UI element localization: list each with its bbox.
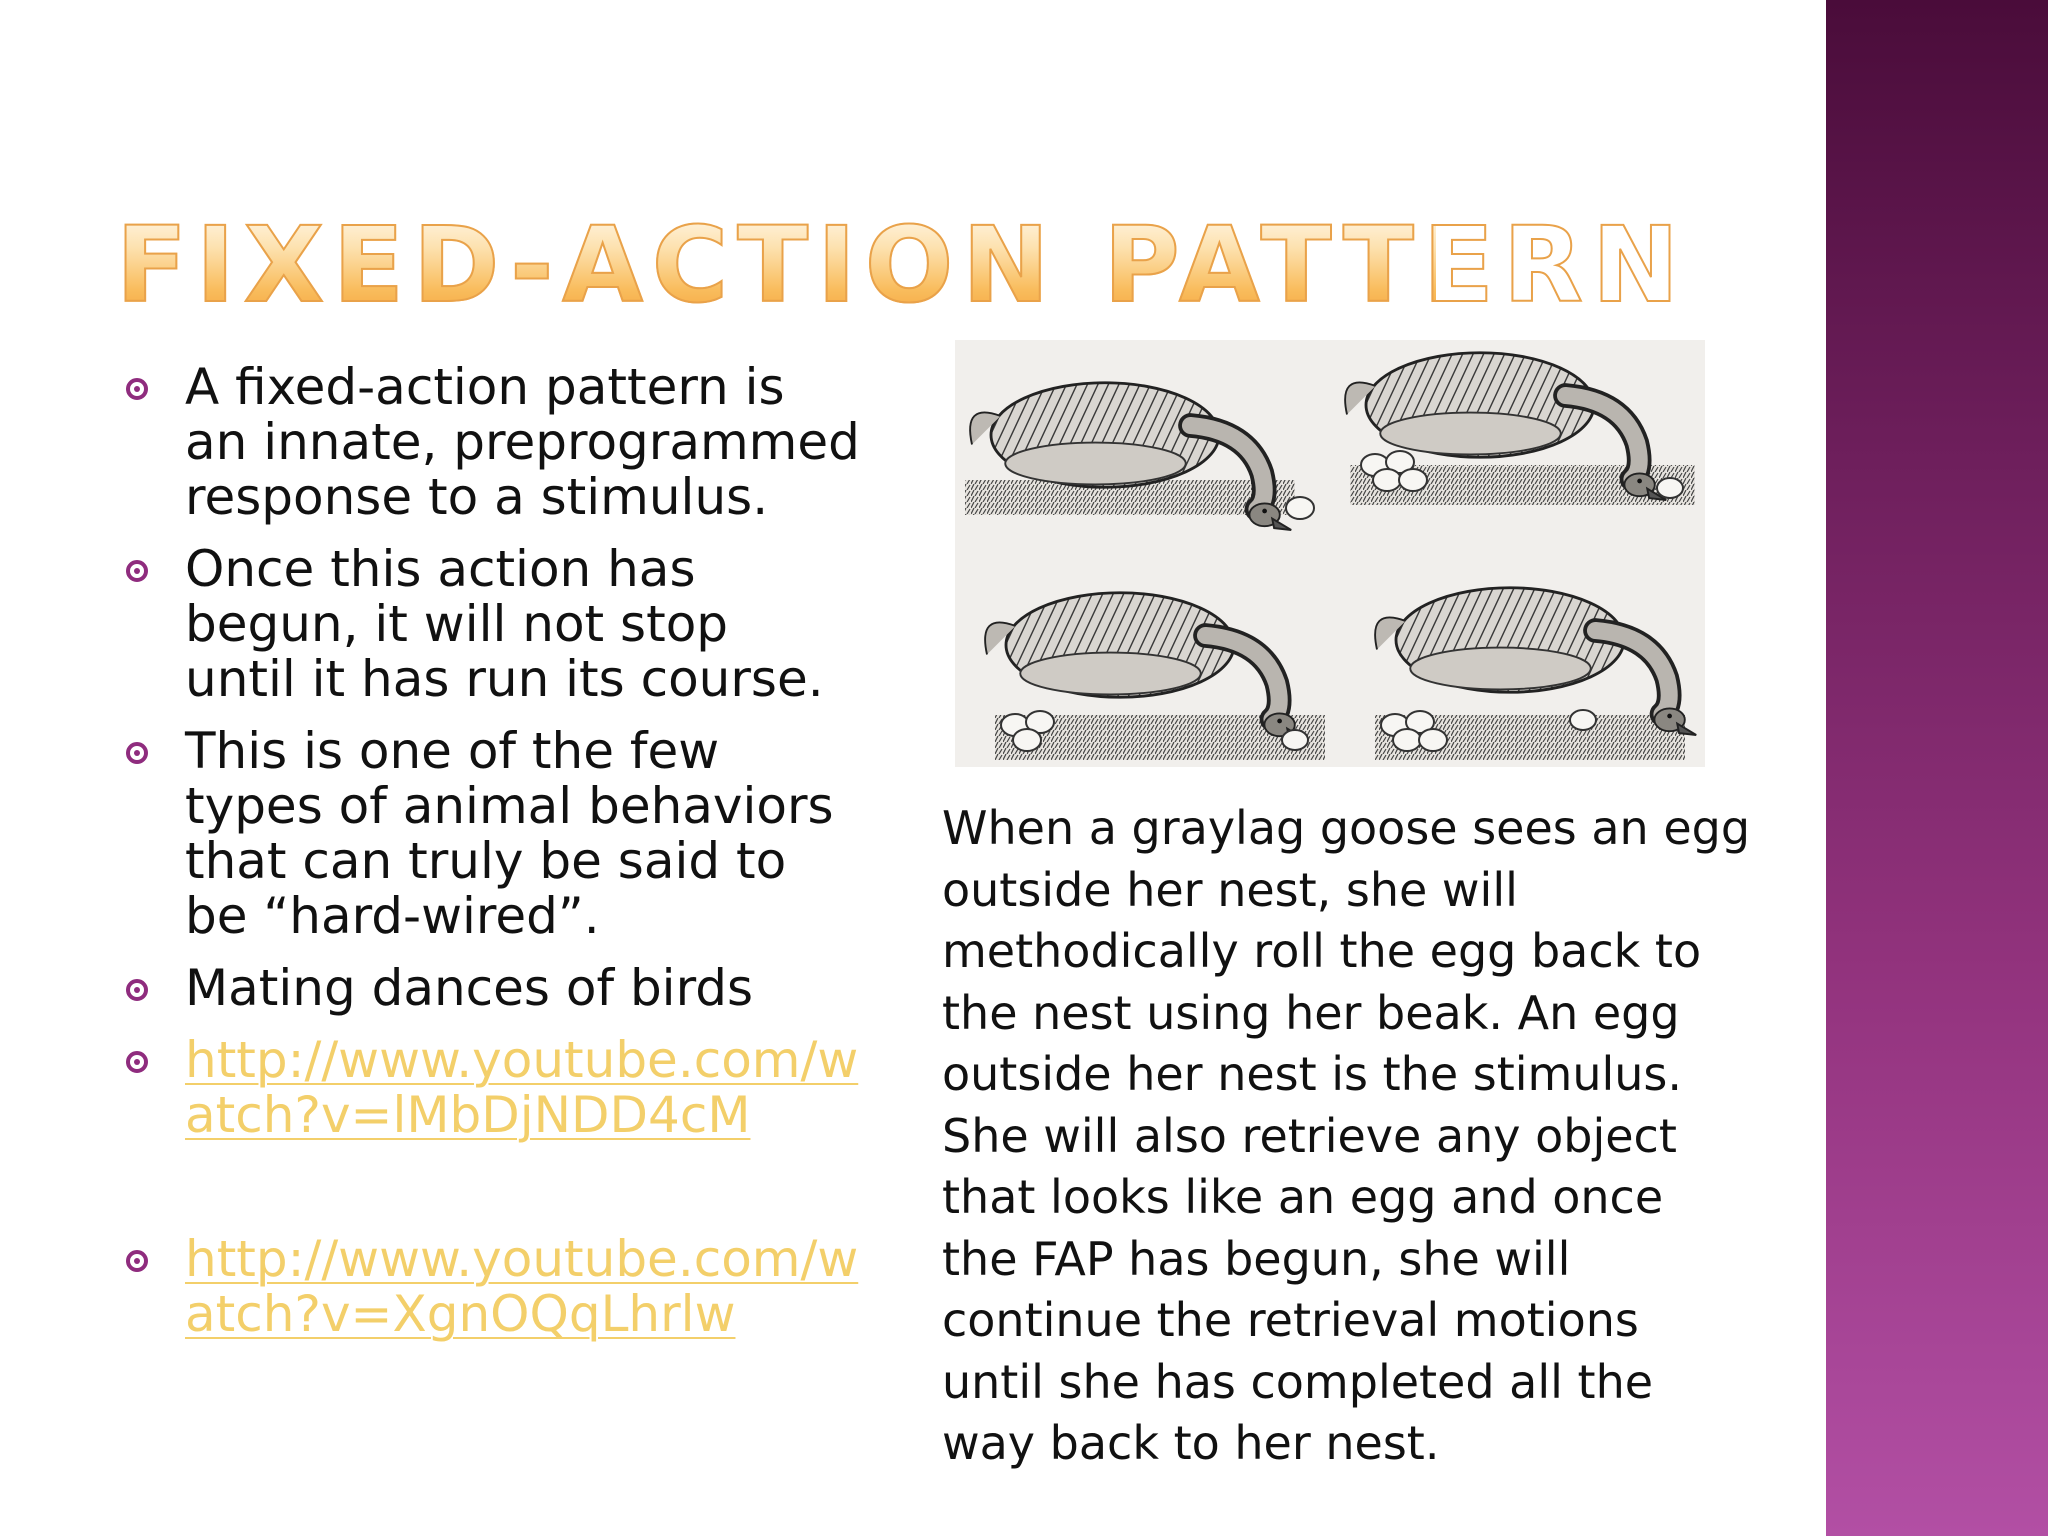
bullet-circle-icon (126, 1051, 148, 1073)
bullet-circle-icon (126, 1250, 148, 1272)
bullet-item-video-link[interactable] (126, 1033, 886, 1143)
bullet-circle-icon (126, 979, 148, 1001)
goose-illustration (955, 340, 1705, 767)
bullet-item (126, 360, 886, 525)
bullet-item (126, 542, 886, 707)
bullet-circle-icon (126, 742, 148, 764)
bullet-item (126, 724, 886, 944)
bullet-item (126, 961, 886, 1016)
figure-caption: When a graylag goose sees an egg outside her nest, she will methodically roll the egg back to the nest using her beak. An egg outside her nest is the stimulus. She will also retrieve any object that looks like an egg and once the FAP has begun, she will continue the retrieval motions until she has completed all the way back to her nest. (942, 801, 1751, 1470)
bullet-circle-icon (126, 378, 148, 400)
bullet-text: Once this action has begun, it will not stop until it has run its course. (185, 540, 824, 708)
youtube-link-1[interactable]: http://www.youtube.com/watch?v=lMbDjNDD4cM (185, 1031, 859, 1144)
purple-side-band (1826, 0, 2048, 1536)
youtube-link-2[interactable]: http://www.youtube.com/watch?v=XgnOQqLhrlw (185, 1230, 859, 1343)
bullet-text: This is one of the few types of animal behaviors that can truly be said to be “hard-wired”. (185, 722, 834, 945)
bullet-text: A fixed-action pattern is an innate, preprogrammed response to a stimulus. (185, 358, 860, 526)
graylag-goose-egg-retrieval-illustration-icon (955, 340, 1705, 767)
bullet-item-video-link[interactable] (126, 1232, 886, 1342)
bullet-list (126, 360, 886, 1359)
bullet-text: Mating dances of birds (185, 959, 754, 1017)
empty-bullet-line (126, 1160, 886, 1232)
bullet-circle-icon (126, 560, 148, 582)
slide-title: FIXED-ACTION PATTERN (116, 204, 1689, 326)
